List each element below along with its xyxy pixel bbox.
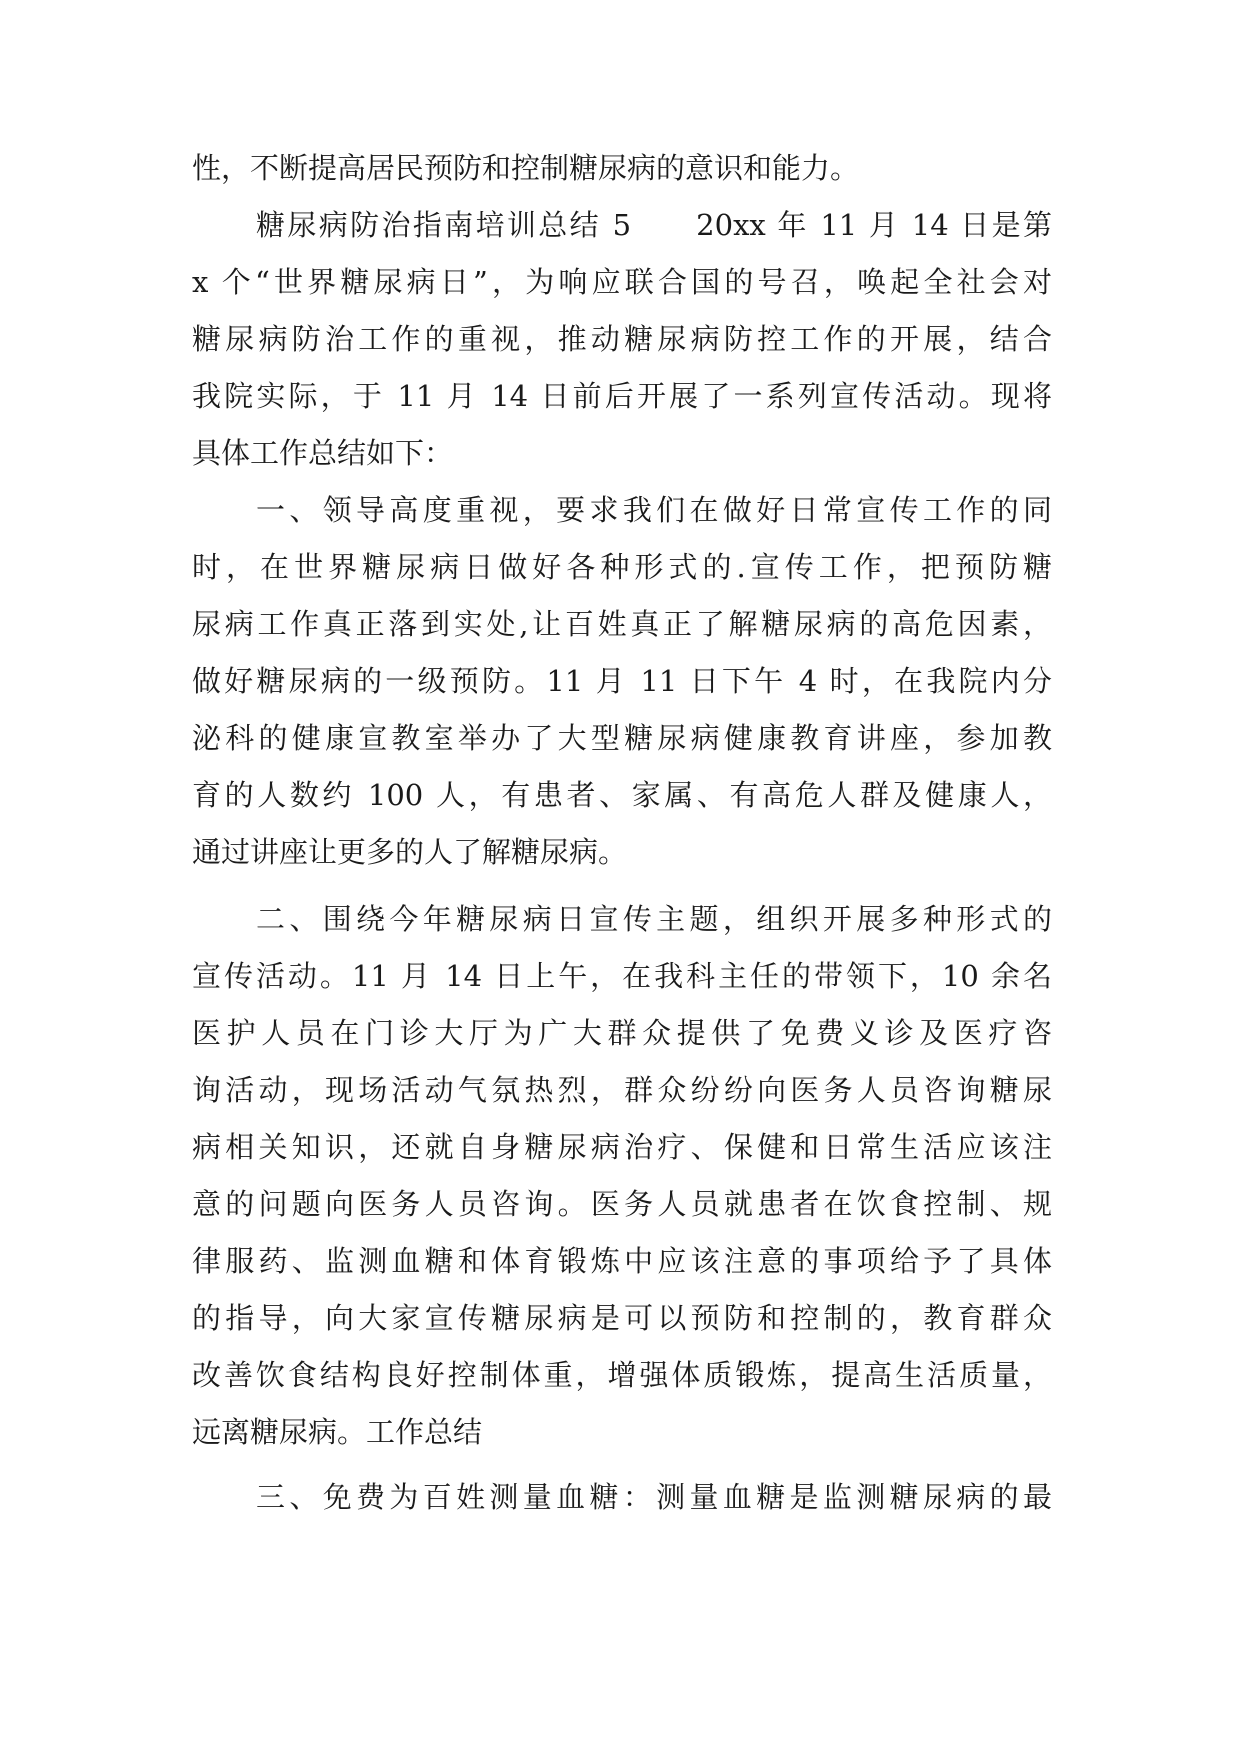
text-line: 时，在世界糖尿病日做好各种形式的.宣传工作，把预防糖 [192, 550, 1052, 584]
text-line: 宣传活动。11 月 14 日上午，在我科主任的带领下，10 余名 [192, 959, 1052, 993]
text-line: 询活动，现场活动气氛热烈，群众纷纷向医务人员咨询糖尿 [192, 1073, 1052, 1107]
text-line: 育的人数约 100 人，有患者、家属、有高危人群及健康人， [192, 778, 1052, 812]
text-line: 远离糖尿病。工作总结 [192, 1415, 483, 1449]
text-line: 尿病工作真正落到实处,让百姓真正了解糖尿病的高危因素， [192, 607, 1052, 641]
text-line: 二、围绕今年糖尿病日宣传主题，组织开展多种形式的 [256, 902, 1052, 936]
text-line: 具体工作总结如下： [192, 436, 454, 470]
text-line: 病相关知识，还就自身糖尿病治疗、保健和日常生活应该注 [192, 1130, 1052, 1164]
text-line: 通过讲座让更多的人了解糖尿病。 [192, 835, 628, 869]
text-line: x 个“世界糖尿病日”，为响应联合国的号召，唤起全社会对 [192, 265, 1052, 299]
text-line: 做好糖尿病的一级预防。11 月 11 日下午 4 时，在我院内分 [192, 664, 1052, 698]
text-line: 糖尿病防治指南培训总结 5 20xx 年 11 月 14 日是第 [256, 208, 1052, 242]
text-line: 一、领导高度重视，要求我们在做好日常宣传工作的同 [256, 493, 1052, 527]
text-line: 泌科的健康宣教室举办了大型糖尿病健康教育讲座，参加教 [192, 721, 1052, 755]
text-line: 意的问题向医务人员咨询。医务人员就患者在饮食控制、规 [192, 1187, 1052, 1221]
text-line: 的指导，向大家宣传糖尿病是可以预防和控制的，教育群众 [192, 1301, 1052, 1335]
text-line: 医护人员在门诊大厅为广大群众提供了免费义诊及医疗咨 [192, 1016, 1052, 1050]
text-line: 改善饮食结构良好控制体重，增强体质锻炼，提高生活质量， [192, 1358, 1052, 1392]
text-line: 我院实际，于 11 月 14 日前后开展了一系列宣传活动。现将 [192, 379, 1052, 413]
text-line: 律服药、监测血糖和体育锻炼中应该注意的事项给予了具体 [192, 1244, 1052, 1278]
text-line: 性，不断提高居民预防和控制糖尿病的意识和能力。 [192, 151, 860, 185]
text-line: 三、免费为百姓测量血糖：测量血糖是监测糖尿病的最 [256, 1480, 1052, 1514]
text-line: 糖尿病防治工作的重视，推动糖尿病防控工作的开展，结合 [192, 322, 1052, 356]
